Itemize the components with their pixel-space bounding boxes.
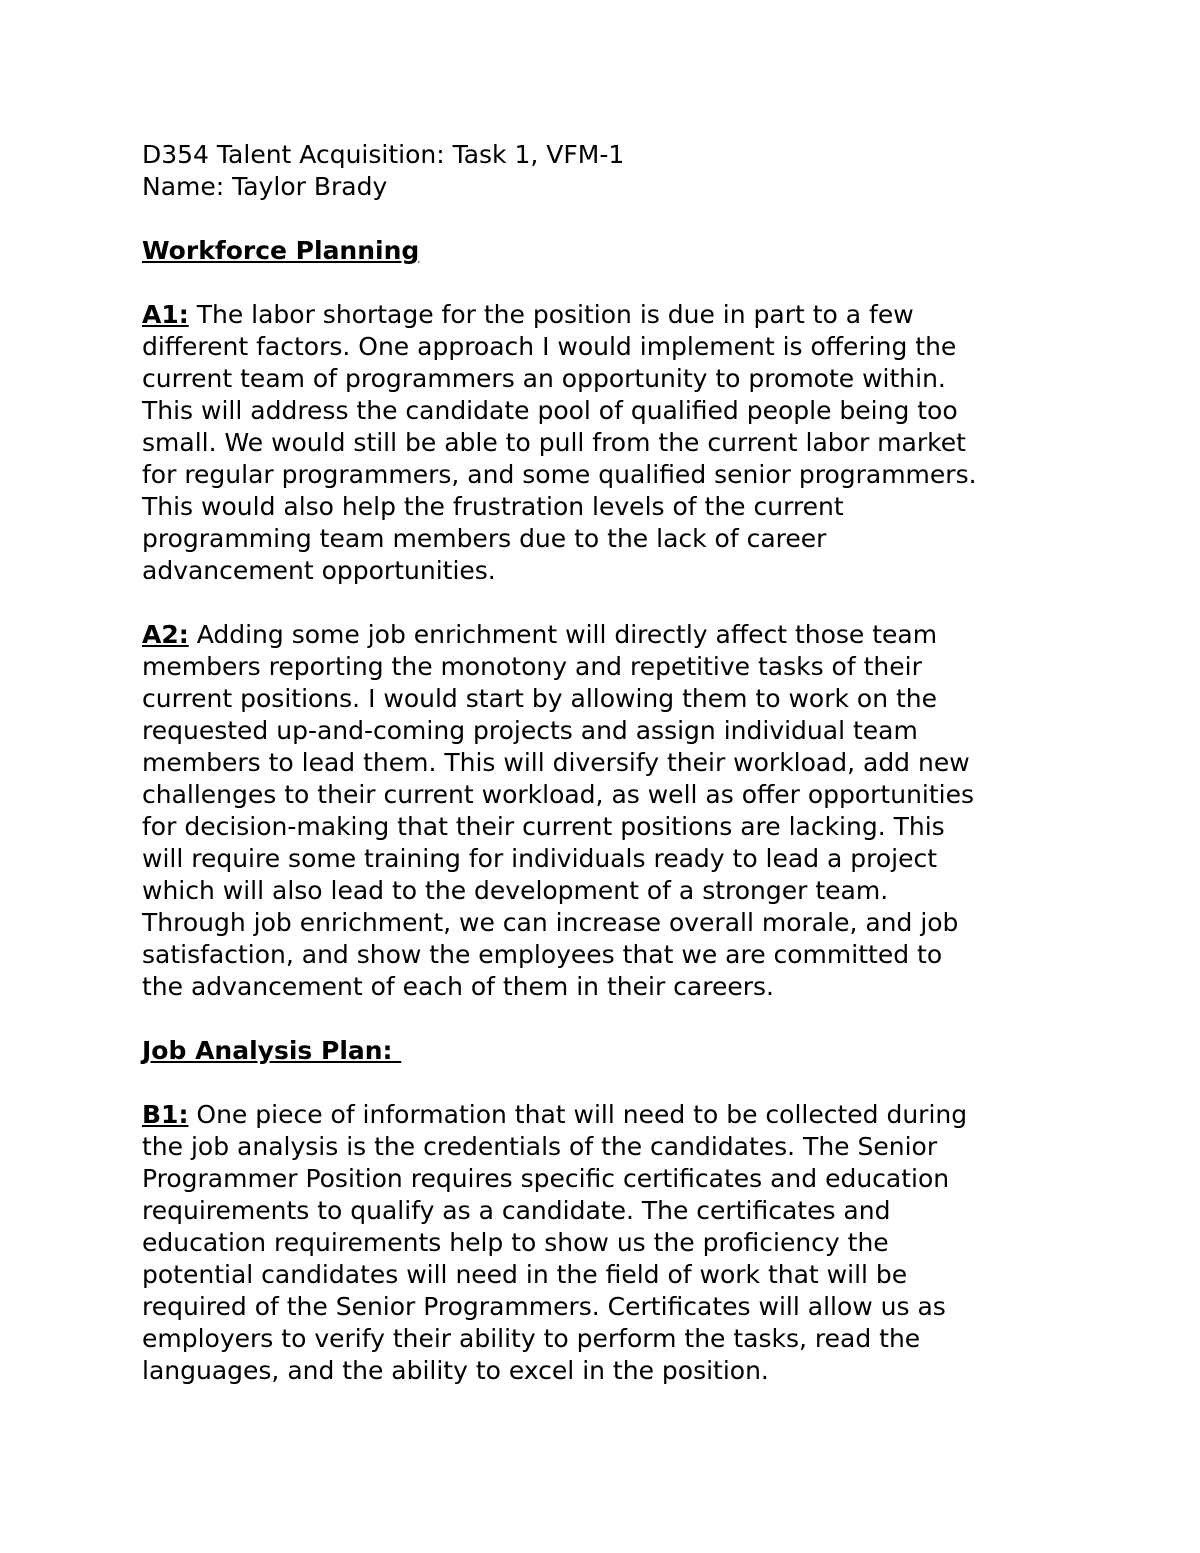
paragraph-line: will require some training for individuals ready to lead a project (142, 844, 938, 873)
paragraph-line: members to lead them. This will diversify their workload, add new (142, 748, 970, 777)
b1-label: B1: (142, 1100, 189, 1129)
paragraph-line (142, 1099, 1082, 1131)
paragraph-a1 (142, 299, 1082, 587)
paragraph-line: members reporting the monotony and repetitive tasks of their (142, 652, 922, 681)
paragraph-line: which will also lead to the development of a stronger team. (142, 876, 889, 905)
paragraph-line: Through job enrichment, we can increase overall morale, and job (142, 908, 959, 937)
paragraph-line: languages, and the ability to excel in the position. (142, 1356, 769, 1385)
paragraph-text: The labor shortage for the position is due in part to a few (188, 300, 914, 329)
paragraph-text: One piece of information that will need to be collected during (188, 1100, 968, 1129)
section-heading-job-analysis-plan (142, 1035, 1082, 1067)
a1-label: A1: (142, 300, 189, 329)
paragraph-line: advancement opportunities. (142, 556, 496, 585)
paragraph-line: Programmer Position requires specific certificates and education (142, 1164, 950, 1193)
paragraph-text: Adding some job enrichment will directly affect those team (188, 620, 938, 649)
paragraph-a2 (142, 619, 1082, 1003)
paragraph-line: required of the Senior Programmers. Certificates will allow us as (142, 1292, 946, 1321)
section-heading-workforce-planning (142, 235, 1082, 267)
paragraph-line: for decision-making that their current positions are lacking. This (142, 812, 945, 841)
paragraph-b1 (142, 1099, 1082, 1387)
spacer (142, 587, 1082, 619)
spacer (142, 1003, 1082, 1035)
paragraph-line: challenges to their current workload, as well as offer opportunities (142, 780, 975, 809)
course-title: D354 Talent Acquisition: Task 1, VFM-1 (142, 140, 625, 169)
job-analysis-heading: Job Analysis Plan: (142, 1036, 402, 1065)
paragraph-line (142, 619, 1082, 651)
paragraph-line: requirements to qualify as a candidate. The certificates and (142, 1196, 891, 1225)
paragraph-line: satisfaction, and show the employees that we are committed to (142, 940, 943, 969)
spacer (142, 203, 1082, 235)
paragraph-line: current positions. I would start by allowing them to work on the (142, 684, 938, 713)
workforce-planning-heading: Workforce Planning (142, 236, 420, 265)
paragraph-line (142, 299, 1082, 331)
paragraph-line: current team of programmers an opportunity to promote within. (142, 364, 946, 393)
paragraph-line: for regular programmers, and some qualified senior programmers. (142, 460, 977, 489)
document-body (142, 139, 1082, 1387)
paragraph-line: potential candidates will need in the field of work that will be (142, 1260, 908, 1289)
paragraph-line: the job analysis is the credentials of the candidates. The Senior (142, 1132, 938, 1161)
paragraph-line: employers to verify their ability to perform the tasks, read the (142, 1324, 921, 1353)
spacer (142, 1067, 1082, 1099)
paragraph-line: the advancement of each of them in their careers. (142, 972, 774, 1001)
paragraph-line: education requirements help to show us the proficiency the (142, 1228, 889, 1257)
paragraph-line: requested up-and-coming projects and assign individual team (142, 716, 918, 745)
paragraph-line: This would also help the frustration levels of the current (142, 492, 844, 521)
a2-label: A2: (142, 620, 189, 649)
paragraph-line: small. We would still be able to pull from the current labor market (142, 428, 966, 457)
paragraph-line: different factors. One approach I would implement is offering the (142, 332, 957, 361)
spacer (142, 267, 1082, 299)
paragraph-line: programming team members due to the lack of career (142, 524, 827, 553)
paragraph-line: This will address the candidate pool of qualified people being too (142, 396, 958, 425)
student-name: Name: Taylor Brady (142, 172, 388, 201)
